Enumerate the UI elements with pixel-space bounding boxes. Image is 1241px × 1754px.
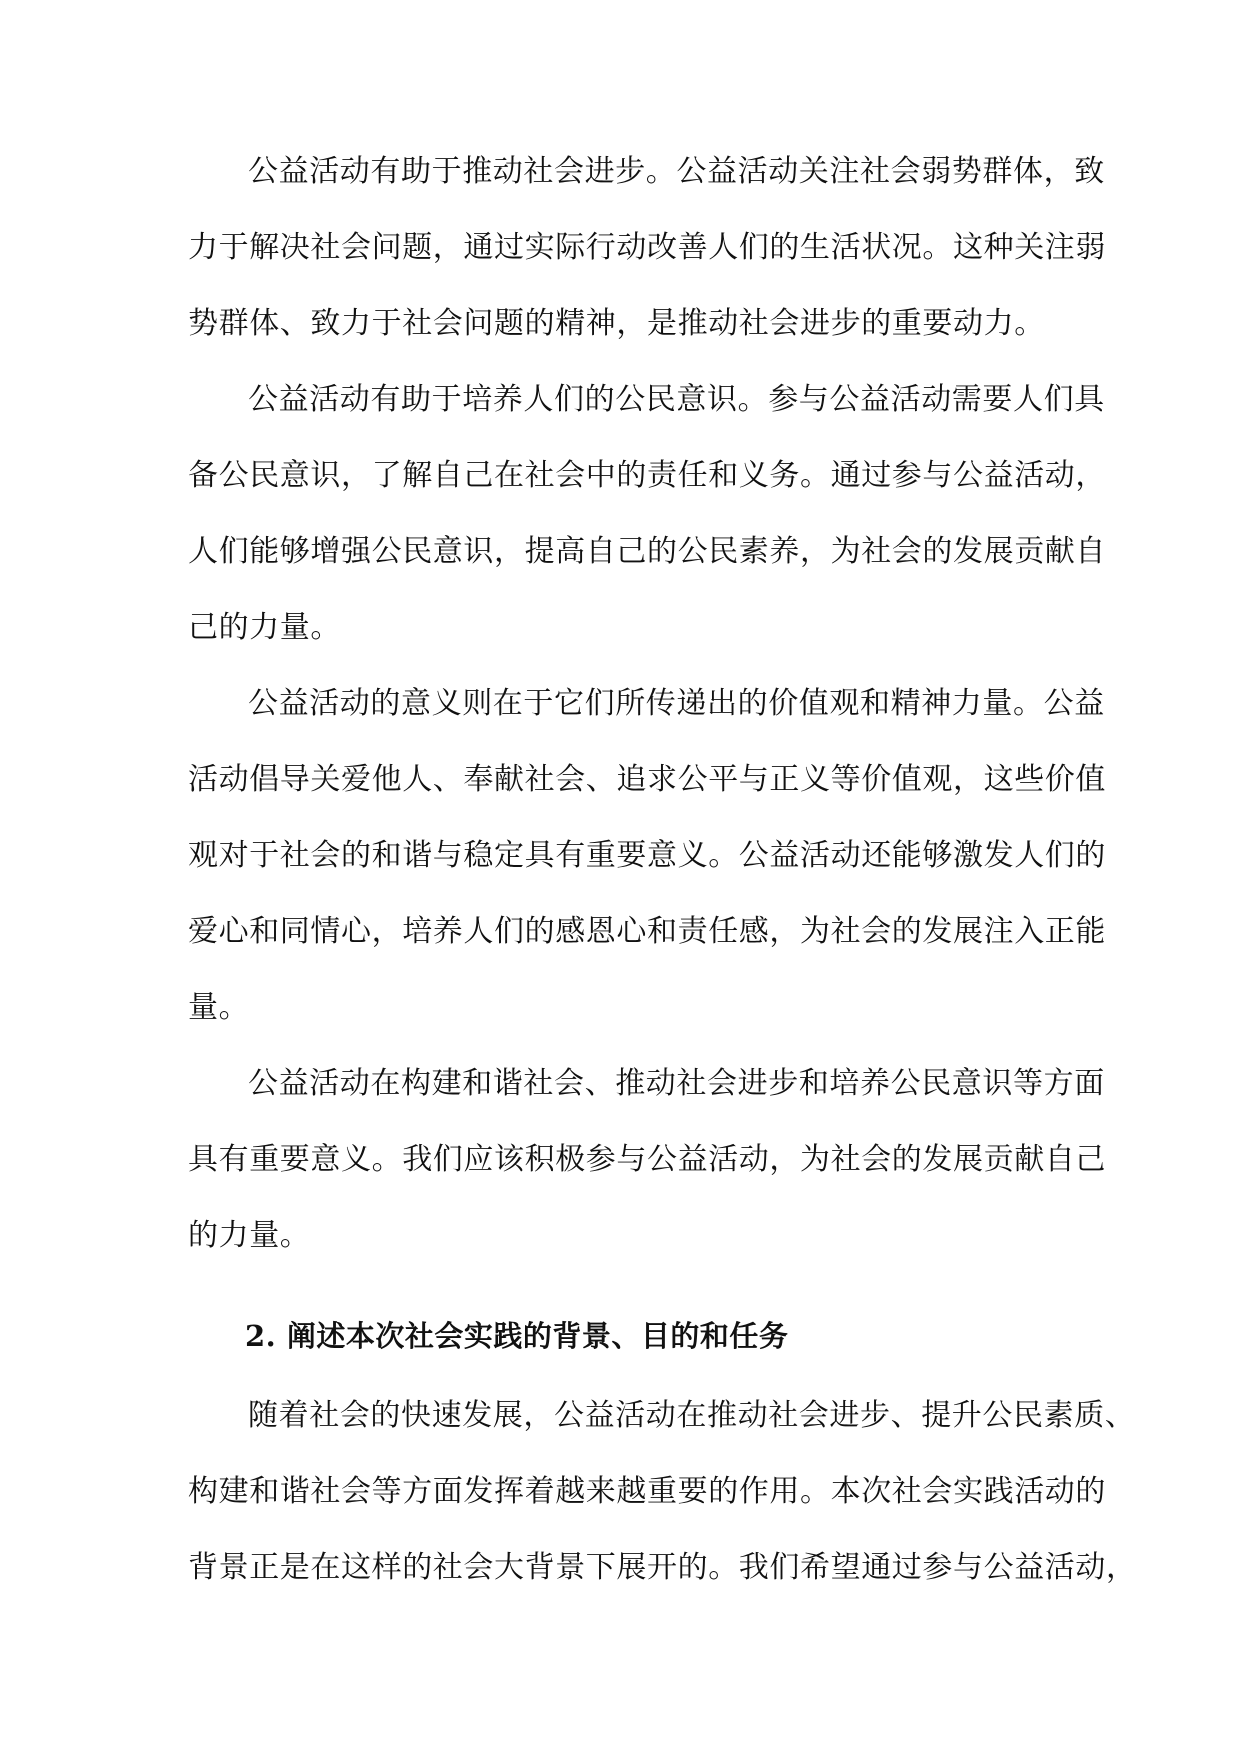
paragraph-3-line-5: 量。 [188, 990, 250, 1025]
paragraph-4-line-2: 具有重要意义。我们应该积极参与公益活动，为社会的发展贡献自己 [188, 1142, 1106, 1177]
paragraph-2-line-4: 己的力量。 [188, 610, 341, 645]
paragraph-2-line-2: 备公民意识，了解自己在社会中的责任和义务。通过参与公益活动， [188, 458, 1106, 493]
section-heading: 2. 阐述本次社会实践的背景、目的和任务 [245, 1319, 789, 1353]
paragraph-3-line-3: 观对于社会的和谐与稳定具有重要意义。公益活动还能够激发人们的 [188, 838, 1106, 873]
section-paragraph-line-2: 构建和谐社会等方面发挥着越来越重要的作用。本次社会实践活动的 [188, 1474, 1106, 1509]
paragraph-3-line-1: 公益活动的意义则在于它们所传递出的价值观和精神力量。公益 [248, 686, 1105, 721]
paragraph-3-line-2: 活动倡导关爱他人、奉献社会、追求公平与正义等价值观，这些价值 [188, 762, 1106, 797]
paragraph-1-line-1: 公益活动有助于推动社会进步。公益活动关注社会弱势群体，致 [248, 154, 1105, 189]
paragraph-4-line-3: 的力量。 [188, 1218, 311, 1253]
paragraph-1-line-3: 势群体、致力于社会问题的精神，是推动社会进步的重要动力。 [188, 306, 1045, 341]
paragraph-2-line-3: 人们能够增强公民意识，提高自己的公民素养，为社会的发展贡献自 [188, 534, 1106, 569]
paragraph-3-line-4: 爱心和同情心，培养人们的感恩心和责任感，为社会的发展注入正能 [188, 914, 1106, 949]
section-paragraph-line-1: 随着社会的快速发展，公益活动在推动社会进步、提升公民素质、 [248, 1398, 1136, 1433]
section-paragraph-line-3: 背景正是在这样的社会大背景下展开的。我们希望通过参与公益活动， [188, 1550, 1137, 1585]
paragraph-1-line-2: 力于解决社会问题，通过实际行动改善人们的生活状况。这种关注弱 [188, 230, 1106, 265]
paragraph-4-line-1: 公益活动在构建和谐社会、推动社会进步和培养公民意识等方面 [248, 1066, 1105, 1101]
paragraph-2-line-1: 公益活动有助于培养人们的公民意识。参与公益活动需要人们具 [248, 382, 1105, 417]
